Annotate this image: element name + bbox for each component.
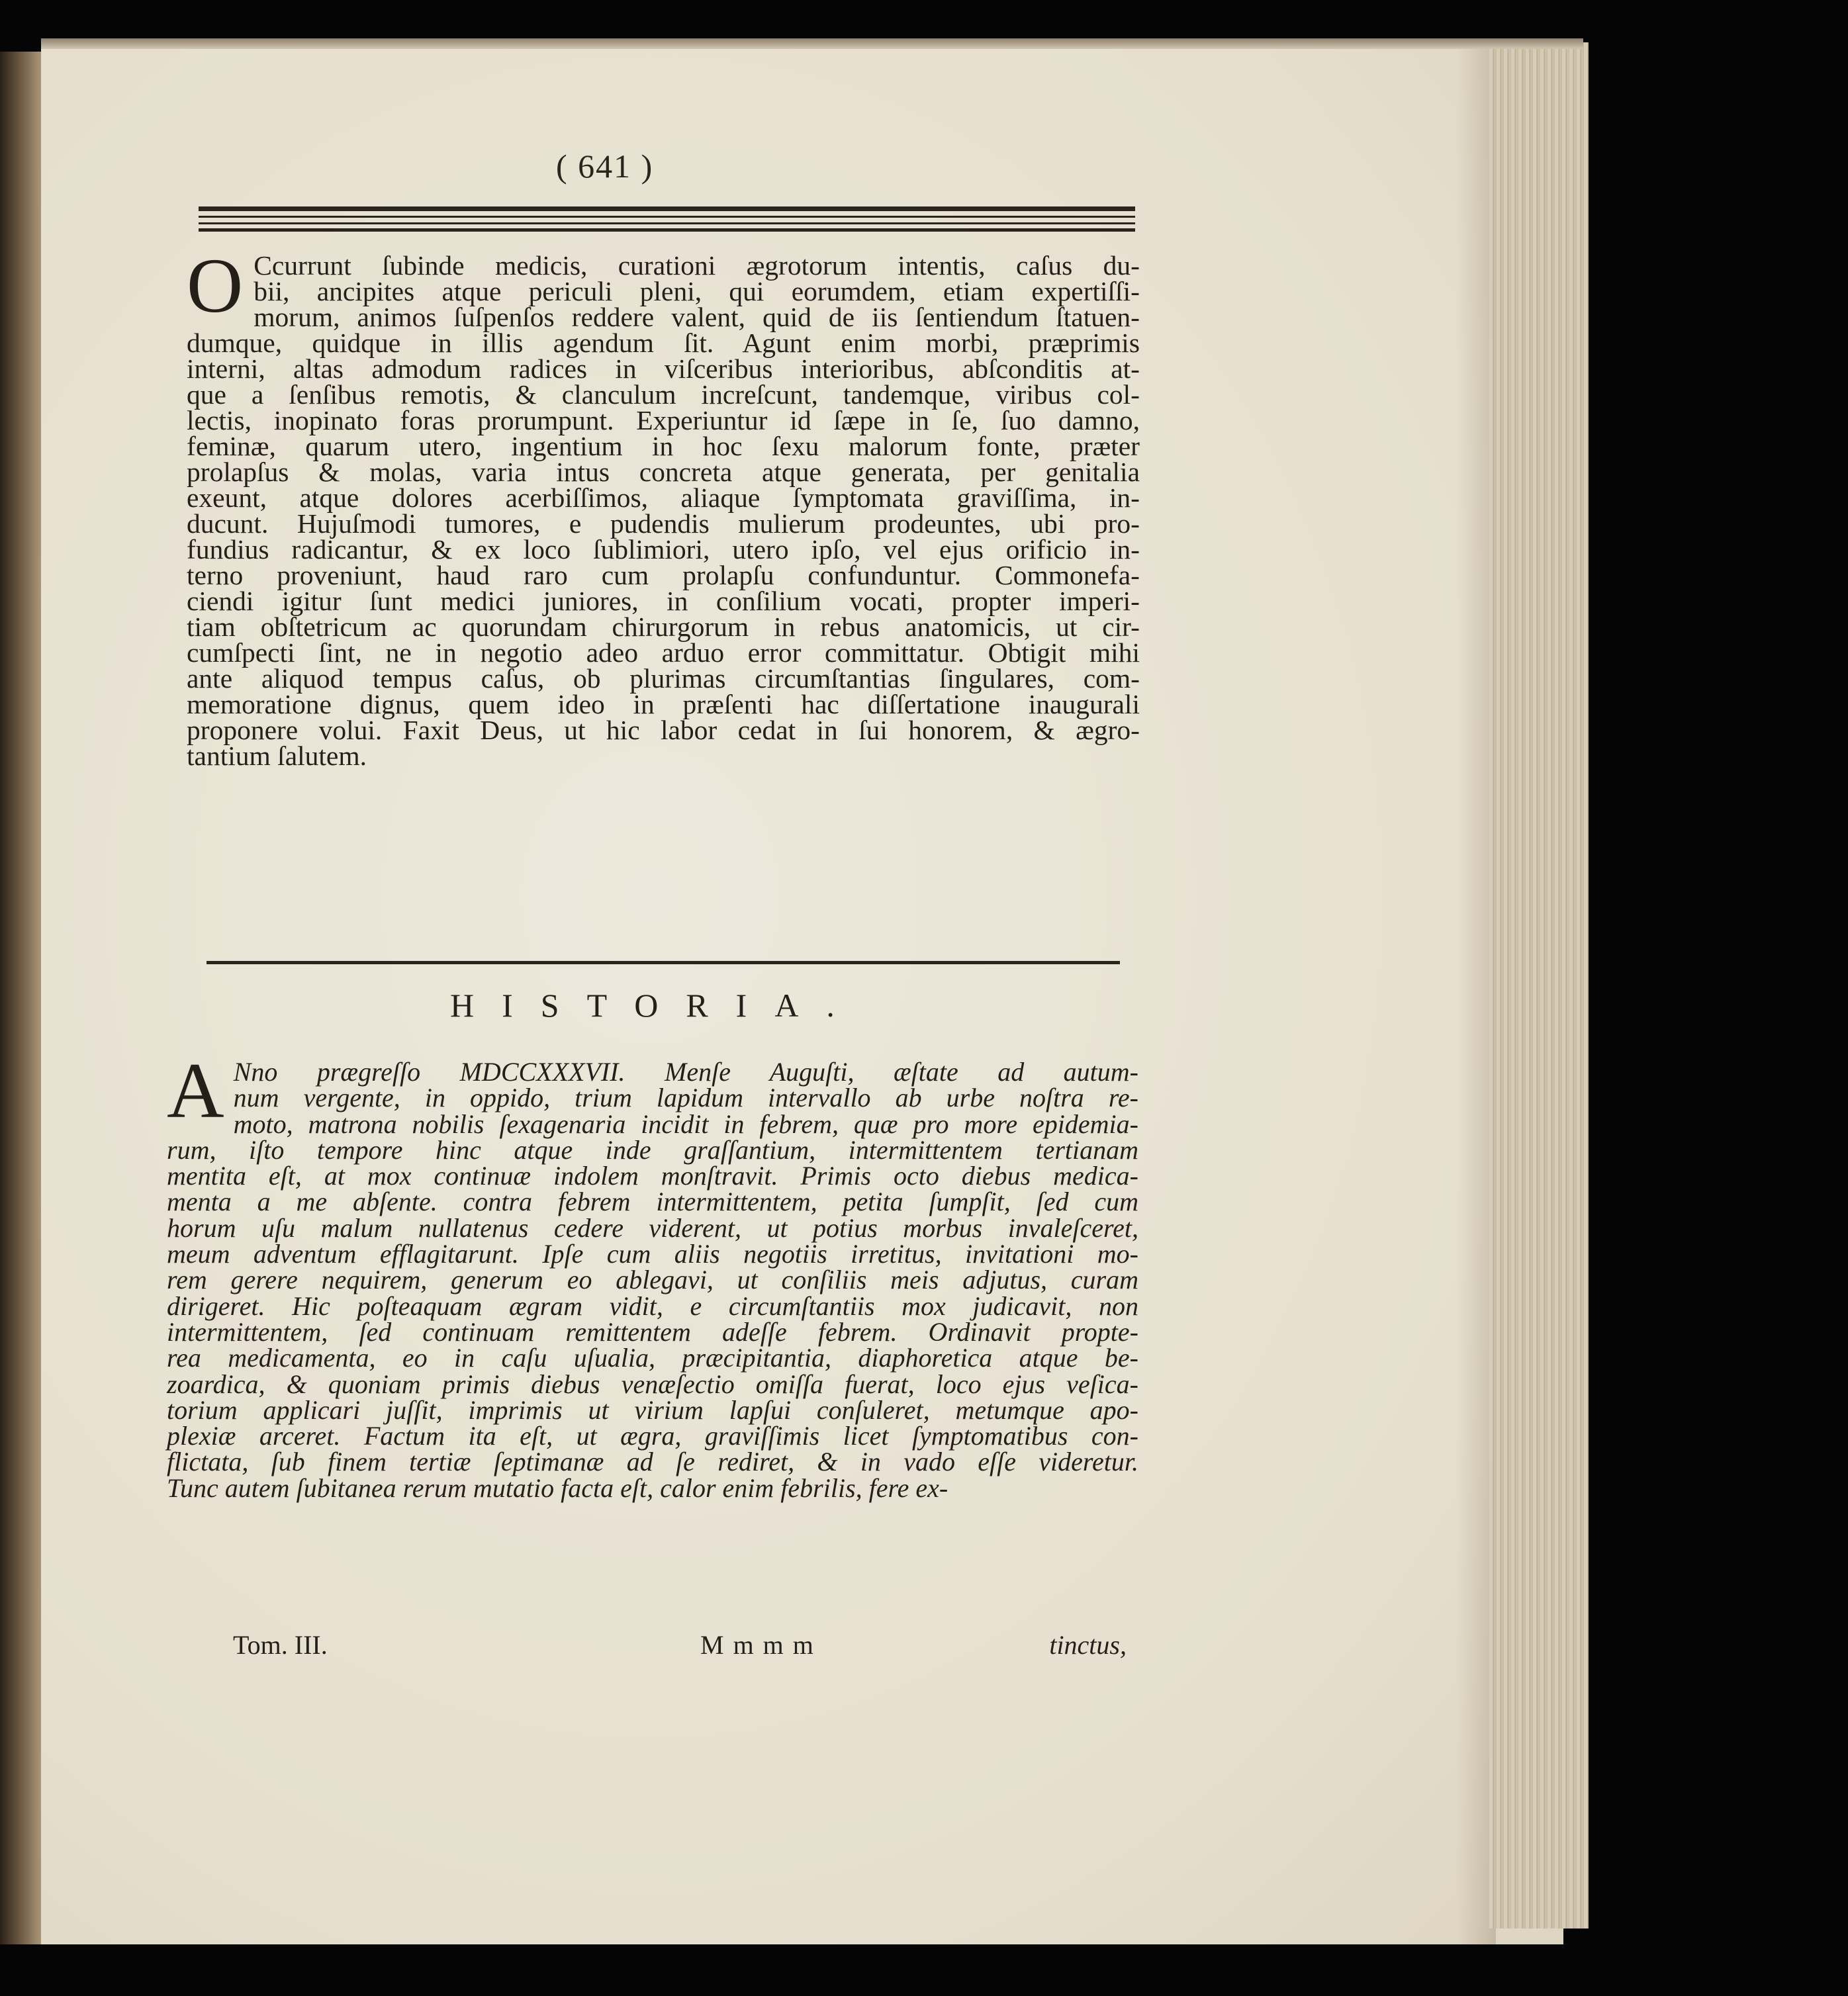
header-rule-thick [199,206,1135,211]
text-line: terno proveniunt, haud raro cum prolapſu confunduntur. Commonefa- [187,560,1140,590]
section-title: HISTORIA. [450,987,862,1024]
text-line: dumque, quidque in illis agendum ſit. Agunt enim morbi, præprimis [187,328,1140,358]
header-rule-bottom [199,228,1135,232]
page-edges [1489,42,1589,1928]
footer-catchword: tinctus, [1049,1630,1127,1660]
history-dropcap: A [167,1046,224,1134]
section-separator [207,961,1120,964]
text-line: mentita eſt, at mox continuæ indolem monſtravit. Primis octo diebus medica- [167,1161,1138,1191]
text-line: rum, iſto tempore hinc atque inde graſſantium, intermittentem tertianam [167,1134,1138,1165]
history-paragraph [167,1046,1138,1503]
text-line: Tunc autem ſubitanea rerum mutatio facta eſt, calor enim febrilis, fere ex- [167,1473,948,1503]
page-footer [233,1629,1127,1662]
text-line: dirigeret. Hic poſteaquam ægram vidit, e circumſtantiis mox judicavit, non [167,1291,1138,1321]
text-line: fundius radicantur, & ex loco ſublimiori, utero ipſo, vel ejus orificio in- [187,534,1140,565]
text-line: ciendi igitur ſunt medici juniores, in conſilium vocati, propter imperi- [187,586,1140,616]
text-line: rea medicamenta, eo in caſu uſualia, præcipitantia, diaphoretica atque be- [167,1343,1138,1373]
text-line: intermittentem, ſed continuam remittentem adeſſe febrem. Ordinavit propte- [167,1316,1138,1347]
text-line: tiam obſtetricum ac quorundam chirurgorum in rebus anatomicis, ut cir- [187,612,1140,642]
text-line: interni, altas admodum radices in viſceribus interioribus, abſconditis at- [187,353,1140,384]
text-line: ducunt. Hujuſmodi tumores, e pudendis mulierum prodeuntes, ubi pro- [187,508,1140,539]
intro-lines [187,242,1140,771]
text-line: morum, animos ſuſpenſos reddere valent, quid de iis ſentiendum ſtatuen- [254,302,1140,332]
text-line: ante aliquod tempus caſus, ob plurimas circumſtantias ſingulares, com- [187,663,1140,694]
text-line: bii, ancipites atque periculi pleni, qui eorumdem, etiam expertiſſi- [254,276,1140,306]
text-line: moto, matrona nobilis ſexagenaria incidit in febrem, quæ pro more epidemia- [233,1109,1138,1139]
text-line: torium applicari juſſit, imprimis ut virium lapſui conſuleret, metumque apo- [167,1394,1138,1425]
text-line: Nno prægreſſo MDCCXXXVII. Menſe Auguſti, æſtate ad autum- [233,1057,1138,1087]
text-line: meum adventum efflagitarunt. Ipſe cum aliis negotiis irretitus, invitationi mo- [167,1239,1138,1269]
page-number-header: ( 641 ) [556,148,654,185]
text-line: cumſpecti ſint, ne in negotio adeo arduo error committatur. Obtigit mihi [187,637,1140,668]
top-edge [41,38,1583,49]
text-line: lectis, inopinato foras prorumpunt. Experiuntur id ſæpe in ſe, ſuo damno, [187,405,1140,435]
text-line: exeunt, atque dolores acerbiſſimos, aliaque ſymptomata graviſſima, in- [187,482,1140,513]
text-line: horum uſu malum nullatenus cedere viderent, ut potius morbus invaleſceret, [167,1212,1138,1243]
text-line: zoardica, & quoniam primis diebus venæſectio omiſſa fuerat, loco ejus veſica- [167,1369,1138,1399]
book-spine [0,52,46,1944]
text-line: menta a me abſente. contra febrem intermittentem, petita ſumpſit, ſed cum [167,1187,1138,1217]
header-rule-thin [199,216,1135,218]
text-line: Ccurrunt ſubinde medicis, curationi ægrotorum intentis, caſus du- [254,250,1140,281]
text-line: prolapſus & molas, varia intus concreta atque generata, per genitalia [187,457,1140,487]
text-line: memoratione dignus, quem ideo in præſenti hac diſſertatione inaugurali [187,689,1140,719]
text-line: proponere volui. Faxit Deus, ut hic labor cedat in ſui honorem, & ægro- [187,715,1140,745]
text-line: rem gerere nequirem, generum eo ablegavi, ut conſiliis meis adjutus, curam [167,1265,1138,1295]
text-line: tantium ſalutem. [187,741,367,771]
footer-volume: Tom. III. [233,1630,328,1660]
text-line: num vergente, in oppido, trium lapidum intervallo ab urbe noſtra re- [233,1083,1138,1113]
text-line: que a ſenſibus remotis, & clanculum increſcunt, tandemque, viribus col- [187,379,1140,410]
text-line: flictata, ſub finem tertiæ ſeptimanæ ad ſe rediret, & in vado eſſe videretur. [167,1447,1138,1477]
header-rule-thin-2 [199,222,1135,224]
text-line: plexiæ arceret. Factum ita eſt, ut ægra, graviſſimis licet ſymptomatibus con- [167,1421,1138,1451]
intro-paragraph [187,242,1140,771]
footer-signature: Mmmm [700,1630,823,1660]
text-line: feminæ, quarum utero, ingentium in hoc ſexu malorum fonte, præter [187,431,1140,461]
intro-dropcap: O [187,242,244,329]
history-lines [167,1046,1138,1503]
